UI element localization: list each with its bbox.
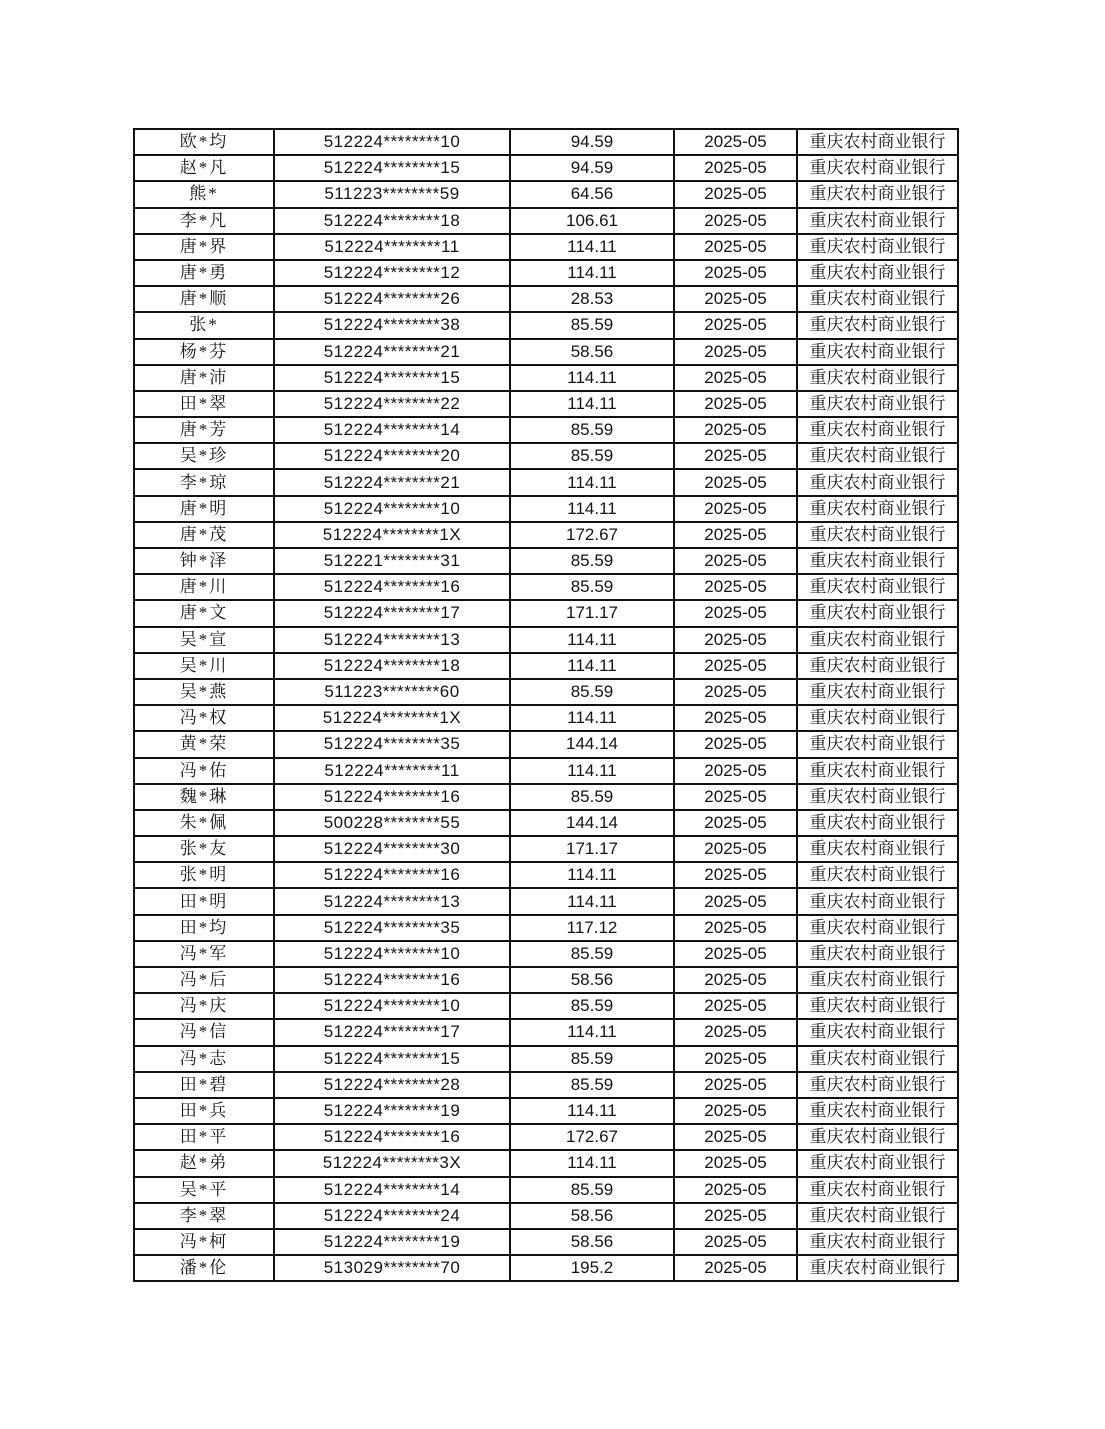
cell-amount: 114.11 [510, 234, 674, 260]
cell-id-number: 512224********18 [274, 653, 510, 679]
cell-amount: 58.56 [510, 967, 674, 993]
cell-month: 2025-05 [674, 862, 797, 888]
cell-person-name: 唐*沛 [134, 365, 274, 391]
cell-person-name: 唐*顺 [134, 286, 274, 312]
cell-id-number: 512224********19 [274, 1229, 510, 1255]
cell-person-name: 张*友 [134, 836, 274, 862]
table-row [134, 627, 958, 653]
cell-person-name: 杨*芬 [134, 339, 274, 365]
table-row [134, 993, 958, 1019]
table-row [134, 469, 958, 495]
cell-month: 2025-05 [674, 312, 797, 338]
cell-month: 2025-05 [674, 1124, 797, 1150]
cell-id-number: 513029********70 [274, 1255, 510, 1281]
cell-person-name: 唐*勇 [134, 260, 274, 286]
cell-id-number: 512224********21 [274, 339, 510, 365]
cell-bank-name: 重庆农村商业银行 [797, 731, 958, 757]
cell-person-name: 田*平 [134, 1124, 274, 1150]
cell-month: 2025-05 [674, 469, 797, 495]
cell-month: 2025-05 [674, 574, 797, 600]
table-row [134, 679, 958, 705]
cell-amount: 114.11 [510, 627, 674, 653]
table-row [134, 1150, 958, 1176]
table-row [134, 129, 958, 155]
cell-month: 2025-05 [674, 443, 797, 469]
cell-bank-name: 重庆农村商业银行 [797, 365, 958, 391]
cell-bank-name: 重庆农村商业银行 [797, 260, 958, 286]
cell-bank-name: 重庆农村商业银行 [797, 496, 958, 522]
cell-month: 2025-05 [674, 496, 797, 522]
table-row [134, 1177, 958, 1203]
cell-id-number: 512224********16 [274, 574, 510, 600]
cell-bank-name: 重庆农村商业银行 [797, 1177, 958, 1203]
cell-id-number: 512224********10 [274, 496, 510, 522]
cell-person-name: 黄*荣 [134, 731, 274, 757]
cell-person-name: 冯*庆 [134, 993, 274, 1019]
table-row [134, 522, 958, 548]
cell-id-number: 512224********11 [274, 758, 510, 784]
cell-amount: 85.59 [510, 1072, 674, 1098]
cell-bank-name: 重庆农村商业银行 [797, 810, 958, 836]
cell-person-name: 田*兵 [134, 1098, 274, 1124]
cell-amount: 58.56 [510, 1229, 674, 1255]
cell-bank-name: 重庆农村商业银行 [797, 1255, 958, 1281]
cell-bank-name: 重庆农村商业银行 [797, 312, 958, 338]
cell-person-name: 李*琼 [134, 469, 274, 495]
table-row [134, 600, 958, 626]
cell-person-name: 田*明 [134, 888, 274, 914]
cell-amount: 171.17 [510, 600, 674, 626]
cell-id-number: 512224********30 [274, 836, 510, 862]
cell-month: 2025-05 [674, 1098, 797, 1124]
cell-amount: 172.67 [510, 1124, 674, 1150]
cell-bank-name: 重庆农村商业银行 [797, 941, 958, 967]
cell-month: 2025-05 [674, 653, 797, 679]
cell-bank-name: 重庆农村商业银行 [797, 181, 958, 207]
cell-id-number: 512224********16 [274, 784, 510, 810]
cell-amount: 171.17 [510, 836, 674, 862]
cell-month: 2025-05 [674, 993, 797, 1019]
table-row [134, 181, 958, 207]
cell-amount: 85.59 [510, 574, 674, 600]
cell-amount: 114.11 [510, 391, 674, 417]
cell-person-name: 冯*信 [134, 1019, 274, 1045]
cell-bank-name: 重庆农村商业银行 [797, 417, 958, 443]
cell-person-name: 冯*志 [134, 1046, 274, 1072]
cell-bank-name: 重庆农村商业银行 [797, 1019, 958, 1045]
cell-bank-name: 重庆农村商业银行 [797, 522, 958, 548]
cell-bank-name: 重庆农村商业银行 [797, 1203, 958, 1229]
cell-month: 2025-05 [674, 522, 797, 548]
cell-person-name: 魏*琳 [134, 784, 274, 810]
cell-month: 2025-05 [674, 784, 797, 810]
table-row [134, 653, 958, 679]
cell-person-name: 张*明 [134, 862, 274, 888]
cell-month: 2025-05 [674, 941, 797, 967]
cell-id-number: 512224********13 [274, 627, 510, 653]
cell-person-name: 吴*珍 [134, 443, 274, 469]
table-row [134, 967, 958, 993]
cell-id-number: 512224********38 [274, 312, 510, 338]
cell-month: 2025-05 [674, 234, 797, 260]
cell-id-number: 512221********31 [274, 548, 510, 574]
cell-month: 2025-05 [674, 417, 797, 443]
cell-amount: 58.56 [510, 1203, 674, 1229]
table-row [134, 731, 958, 757]
cell-month: 2025-05 [674, 967, 797, 993]
table-row [134, 1046, 958, 1072]
cell-id-number: 511223********59 [274, 181, 510, 207]
cell-amount: 172.67 [510, 522, 674, 548]
cell-amount: 106.61 [510, 208, 674, 234]
cell-amount: 94.59 [510, 129, 674, 155]
cell-id-number: 512224********22 [274, 391, 510, 417]
table-row [134, 1098, 958, 1124]
table-row [134, 208, 958, 234]
cell-bank-name: 重庆农村商业银行 [797, 600, 958, 626]
cell-month: 2025-05 [674, 365, 797, 391]
payment-table [133, 128, 959, 1282]
cell-person-name: 李*凡 [134, 208, 274, 234]
table-row [134, 941, 958, 967]
table-row [134, 915, 958, 941]
table-row [134, 417, 958, 443]
cell-id-number: 512224********20 [274, 443, 510, 469]
table-row [134, 155, 958, 181]
table-row [134, 312, 958, 338]
cell-id-number: 512224********12 [274, 260, 510, 286]
cell-month: 2025-05 [674, 627, 797, 653]
cell-bank-name: 重庆农村商业银行 [797, 286, 958, 312]
cell-month: 2025-05 [674, 391, 797, 417]
cell-person-name: 钟*泽 [134, 548, 274, 574]
cell-id-number: 512224********15 [274, 365, 510, 391]
cell-month: 2025-05 [674, 679, 797, 705]
cell-bank-name: 重庆农村商业银行 [797, 574, 958, 600]
table-row [134, 339, 958, 365]
cell-month: 2025-05 [674, 129, 797, 155]
cell-id-number: 512224********15 [274, 1046, 510, 1072]
cell-id-number: 512224********35 [274, 731, 510, 757]
cell-person-name: 冯*军 [134, 941, 274, 967]
table-row [134, 1072, 958, 1098]
cell-bank-name: 重庆农村商业银行 [797, 679, 958, 705]
cell-person-name: 吴*燕 [134, 679, 274, 705]
cell-bank-name: 重庆农村商业银行 [797, 155, 958, 181]
table-row [134, 443, 958, 469]
cell-bank-name: 重庆农村商业银行 [797, 129, 958, 155]
cell-person-name: 吴*川 [134, 653, 274, 679]
cell-bank-name: 重庆农村商业银行 [797, 339, 958, 365]
cell-id-number: 512224********19 [274, 1098, 510, 1124]
cell-person-name: 唐*茂 [134, 522, 274, 548]
cell-amount: 85.59 [510, 443, 674, 469]
cell-amount: 85.59 [510, 1046, 674, 1072]
cell-person-name: 冯*佑 [134, 758, 274, 784]
cell-amount: 85.59 [510, 1177, 674, 1203]
table-row [134, 548, 958, 574]
cell-bank-name: 重庆农村商业银行 [797, 653, 958, 679]
cell-id-number: 512224********13 [274, 888, 510, 914]
cell-bank-name: 重庆农村商业银行 [797, 1229, 958, 1255]
cell-amount: 114.11 [510, 1150, 674, 1176]
cell-id-number: 512224********26 [274, 286, 510, 312]
cell-amount: 114.11 [510, 260, 674, 286]
cell-person-name: 赵*弟 [134, 1150, 274, 1176]
cell-id-number: 512224********17 [274, 600, 510, 626]
cell-person-name: 田*碧 [134, 1072, 274, 1098]
cell-amount: 28.53 [510, 286, 674, 312]
cell-amount: 195.2 [510, 1255, 674, 1281]
table-row [134, 705, 958, 731]
cell-amount: 85.59 [510, 312, 674, 338]
table-row [134, 784, 958, 810]
cell-amount: 114.11 [510, 888, 674, 914]
cell-bank-name: 重庆农村商业银行 [797, 548, 958, 574]
cell-amount: 85.59 [510, 941, 674, 967]
cell-amount: 144.14 [510, 810, 674, 836]
cell-bank-name: 重庆农村商业银行 [797, 391, 958, 417]
cell-person-name: 潘*伦 [134, 1255, 274, 1281]
cell-bank-name: 重庆农村商业银行 [797, 1150, 958, 1176]
cell-bank-name: 重庆农村商业银行 [797, 1124, 958, 1150]
cell-month: 2025-05 [674, 1177, 797, 1203]
cell-amount: 94.59 [510, 155, 674, 181]
cell-id-number: 512224********17 [274, 1019, 510, 1045]
cell-amount: 114.11 [510, 1019, 674, 1045]
cell-month: 2025-05 [674, 339, 797, 365]
cell-month: 2025-05 [674, 260, 797, 286]
cell-person-name: 张* [134, 312, 274, 338]
cell-person-name: 朱*佩 [134, 810, 274, 836]
cell-id-number: 500228********55 [274, 810, 510, 836]
table-body [134, 129, 958, 1281]
cell-month: 2025-05 [674, 758, 797, 784]
cell-amount: 114.11 [510, 496, 674, 522]
cell-amount: 85.59 [510, 993, 674, 1019]
table-row [134, 365, 958, 391]
cell-month: 2025-05 [674, 1203, 797, 1229]
cell-month: 2025-05 [674, 1046, 797, 1072]
cell-bank-name: 重庆农村商业银行 [797, 888, 958, 914]
cell-bank-name: 重庆农村商业银行 [797, 967, 958, 993]
cell-id-number: 512224********21 [274, 469, 510, 495]
table-row [134, 496, 958, 522]
cell-amount: 114.11 [510, 705, 674, 731]
cell-bank-name: 重庆农村商业银行 [797, 234, 958, 260]
cell-person-name: 唐*文 [134, 600, 274, 626]
cell-person-name: 冯*权 [134, 705, 274, 731]
cell-id-number: 512224********24 [274, 1203, 510, 1229]
cell-month: 2025-05 [674, 208, 797, 234]
cell-person-name: 冯*柯 [134, 1229, 274, 1255]
cell-id-number: 512224********14 [274, 1177, 510, 1203]
table-row [134, 862, 958, 888]
cell-id-number: 512224********1X [274, 705, 510, 731]
cell-amount: 85.59 [510, 548, 674, 574]
cell-person-name: 吴*平 [134, 1177, 274, 1203]
cell-bank-name: 重庆农村商业银行 [797, 443, 958, 469]
cell-month: 2025-05 [674, 600, 797, 626]
cell-person-name: 唐*明 [134, 496, 274, 522]
cell-month: 2025-05 [674, 1229, 797, 1255]
table-row [134, 758, 958, 784]
cell-month: 2025-05 [674, 888, 797, 914]
cell-person-name: 李*翠 [134, 1203, 274, 1229]
cell-amount: 117.12 [510, 915, 674, 941]
cell-amount: 85.59 [510, 784, 674, 810]
cell-month: 2025-05 [674, 705, 797, 731]
cell-id-number: 512224********16 [274, 967, 510, 993]
cell-id-number: 512224********10 [274, 129, 510, 155]
table-row [134, 234, 958, 260]
cell-amount: 85.59 [510, 679, 674, 705]
cell-month: 2025-05 [674, 548, 797, 574]
table-row [134, 286, 958, 312]
cell-person-name: 冯*后 [134, 967, 274, 993]
table-row [134, 574, 958, 600]
cell-id-number: 512224********3X [274, 1150, 510, 1176]
cell-amount: 114.11 [510, 365, 674, 391]
cell-bank-name: 重庆农村商业银行 [797, 1098, 958, 1124]
cell-person-name: 田*均 [134, 915, 274, 941]
cell-amount: 58.56 [510, 339, 674, 365]
cell-person-name: 赵*凡 [134, 155, 274, 181]
cell-month: 2025-05 [674, 286, 797, 312]
cell-id-number: 512224********28 [274, 1072, 510, 1098]
cell-amount: 114.11 [510, 1098, 674, 1124]
cell-id-number: 512224********1X [274, 522, 510, 548]
cell-month: 2025-05 [674, 181, 797, 207]
cell-amount: 114.11 [510, 469, 674, 495]
cell-id-number: 512224********35 [274, 915, 510, 941]
cell-id-number: 512224********18 [274, 208, 510, 234]
cell-bank-name: 重庆农村商业银行 [797, 1072, 958, 1098]
cell-person-name: 田*翠 [134, 391, 274, 417]
table-row [134, 1124, 958, 1150]
cell-id-number: 512224********16 [274, 862, 510, 888]
cell-bank-name: 重庆农村商业银行 [797, 705, 958, 731]
cell-id-number: 512224********15 [274, 155, 510, 181]
cell-bank-name: 重庆农村商业银行 [797, 1046, 958, 1072]
cell-amount: 85.59 [510, 417, 674, 443]
table-row [134, 1229, 958, 1255]
cell-id-number: 512224********14 [274, 417, 510, 443]
table-row [134, 1255, 958, 1281]
cell-month: 2025-05 [674, 836, 797, 862]
cell-bank-name: 重庆农村商业银行 [797, 915, 958, 941]
cell-id-number: 512224********10 [274, 941, 510, 967]
cell-month: 2025-05 [674, 1150, 797, 1176]
cell-id-number: 511223********60 [274, 679, 510, 705]
cell-month: 2025-05 [674, 1255, 797, 1281]
cell-amount: 114.11 [510, 653, 674, 679]
cell-bank-name: 重庆农村商业银行 [797, 627, 958, 653]
cell-amount: 114.11 [510, 862, 674, 888]
cell-person-name: 唐*界 [134, 234, 274, 260]
table-row [134, 1019, 958, 1045]
cell-bank-name: 重庆农村商业银行 [797, 836, 958, 862]
cell-bank-name: 重庆农村商业银行 [797, 862, 958, 888]
cell-amount: 114.11 [510, 758, 674, 784]
cell-person-name: 吴*宣 [134, 627, 274, 653]
table-row [134, 1203, 958, 1229]
cell-month: 2025-05 [674, 155, 797, 181]
cell-bank-name: 重庆农村商业银行 [797, 469, 958, 495]
cell-bank-name: 重庆农村商业银行 [797, 208, 958, 234]
cell-id-number: 512224********16 [274, 1124, 510, 1150]
cell-month: 2025-05 [674, 1019, 797, 1045]
cell-person-name: 熊* [134, 181, 274, 207]
table-row [134, 391, 958, 417]
table-row [134, 260, 958, 286]
cell-person-name: 唐*芳 [134, 417, 274, 443]
cell-amount: 64.56 [510, 181, 674, 207]
cell-id-number: 512224********10 [274, 993, 510, 1019]
cell-amount: 144.14 [510, 731, 674, 757]
table-row [134, 888, 958, 914]
cell-bank-name: 重庆农村商业银行 [797, 758, 958, 784]
cell-month: 2025-05 [674, 1072, 797, 1098]
table-row [134, 836, 958, 862]
table-row [134, 810, 958, 836]
cell-person-name: 唐*川 [134, 574, 274, 600]
cell-bank-name: 重庆农村商业银行 [797, 784, 958, 810]
cell-month: 2025-05 [674, 915, 797, 941]
cell-month: 2025-05 [674, 731, 797, 757]
cell-person-name: 欧*均 [134, 129, 274, 155]
cell-bank-name: 重庆农村商业银行 [797, 993, 958, 1019]
cell-month: 2025-05 [674, 810, 797, 836]
cell-id-number: 512224********11 [274, 234, 510, 260]
